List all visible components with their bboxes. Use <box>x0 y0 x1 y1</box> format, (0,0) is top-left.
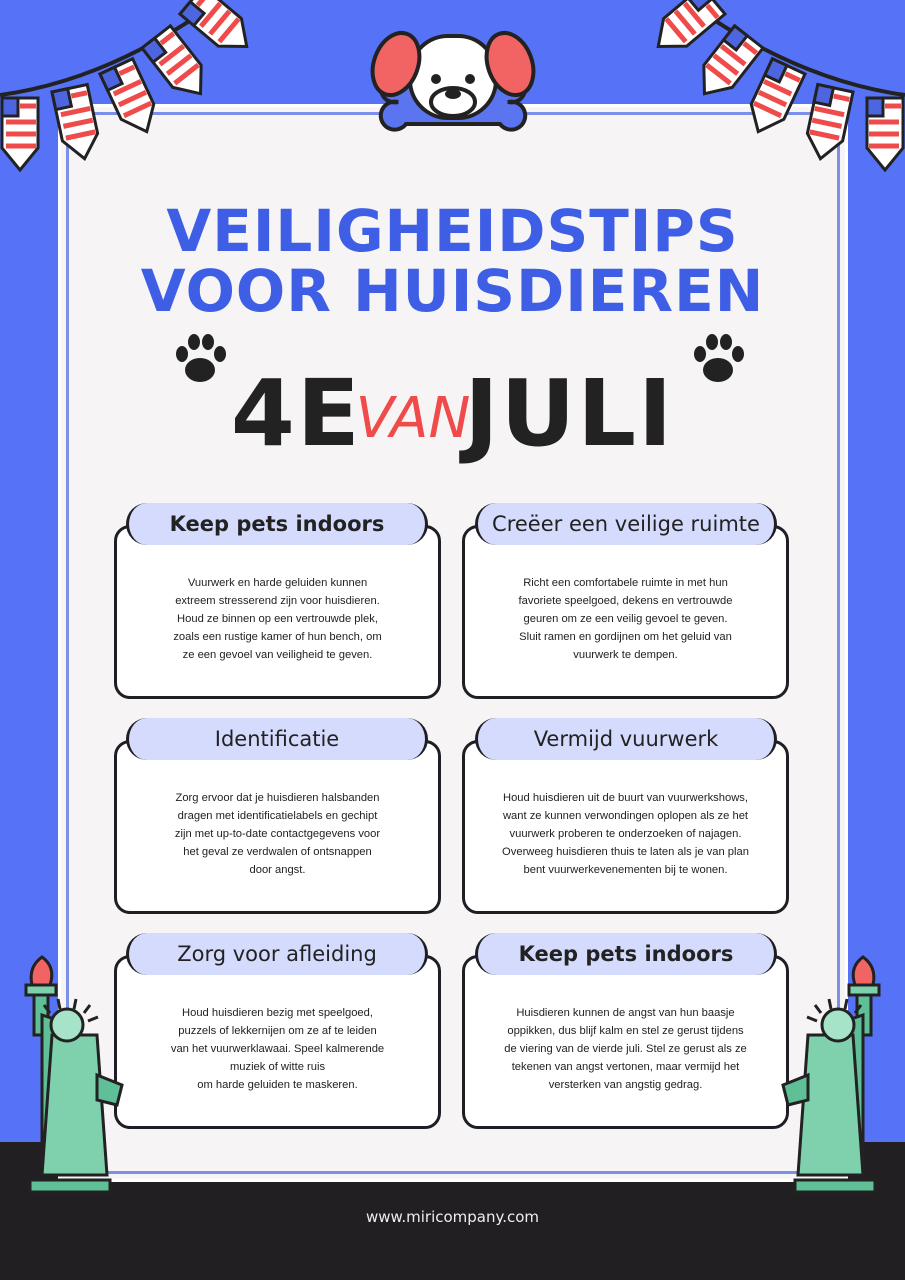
tip-heading: Vermijd vuurwerk <box>475 718 777 760</box>
subtitle-van: VAN <box>355 386 471 451</box>
tip-card <box>462 955 789 1129</box>
tip-body: Richt een comfortabele ruimte in met hun favoriete speelgoed, dekens en vertrouwde geuren om ze een veilig gevoel te geven. Sluit ramen en gordijnen om het geluid van vuurwerk te dempen. <box>518 577 733 661</box>
tip-heading: Identificatie <box>126 718 428 760</box>
tip-heading: Keep pets indoors <box>126 503 428 545</box>
footer-website[interactable]: www.miricompany.com <box>365 1208 540 1226</box>
tip-heading: Creëer een veilige ruimte <box>475 503 777 545</box>
tip-body: Zorg ervoor dat je huisdieren halsbanden dragen met identificatielabels en gechipt zijn met up-to-date contactgegevens voor het geval ze verdwalen of ontsnappen door angst. <box>174 792 381 876</box>
title-line-2: VOOR HUISDIEREN <box>140 257 765 325</box>
tip-card <box>114 740 441 914</box>
tip-body: Vuurwerk en harde geluiden kunnen extreem stresserend zijn voor huisdieren. Houd ze binnen op een vertrouwde plek, zoals een rustige kamer of hun bench, om ze een gevoel van veiligheid te geven. <box>173 577 382 661</box>
flag-bunting-icon <box>0 0 260 180</box>
tip-card <box>462 525 789 699</box>
tip-card <box>114 525 441 699</box>
flag-bunting-icon <box>645 0 905 180</box>
tip-body: Houd huisdieren uit de buurt van vuurwerkshows, want ze kunnen verwondingen oplopen als ze het vuurwerk proberen te onderzoeken of najagen. Overweeg huisdieren thuis te laten als je van plan bent vuurwerkevenementen bij te wonen. <box>502 792 749 876</box>
tip-body: Houd huisdieren bezig met speelgoed, puzzels of lekkernijen om ze af te leiden van het vuurwerklawaai. Speel kalmerende muziek of witte ruis om harde geluiden te maskeren. <box>170 1007 385 1091</box>
tip-body: Huisdieren kunnen de angst van hun baasje oppikken, dus blijf kalm en stel ze gerust tijdens de viering van de vierde juli. Stel ze gerust als ze tekenen van angst vertonen, maar vermijd het versterken van angstig gedrag. <box>504 1007 747 1091</box>
tip-card <box>462 740 789 914</box>
subtitle-part-1: 4E <box>230 360 362 467</box>
title-line-1: VEILIGHEIDSTIPS <box>166 197 739 265</box>
tip-card <box>114 955 441 1129</box>
dog-bone-icon <box>368 24 538 149</box>
tip-heading: Zorg voor afleiding <box>126 933 428 975</box>
tip-heading: Keep pets indoors <box>475 933 777 975</box>
subtitle-date <box>0 360 905 467</box>
statue-of-liberty-icon <box>778 955 893 1195</box>
subtitle-part-2: JULI <box>464 360 675 467</box>
statue-of-liberty-icon <box>12 955 127 1195</box>
